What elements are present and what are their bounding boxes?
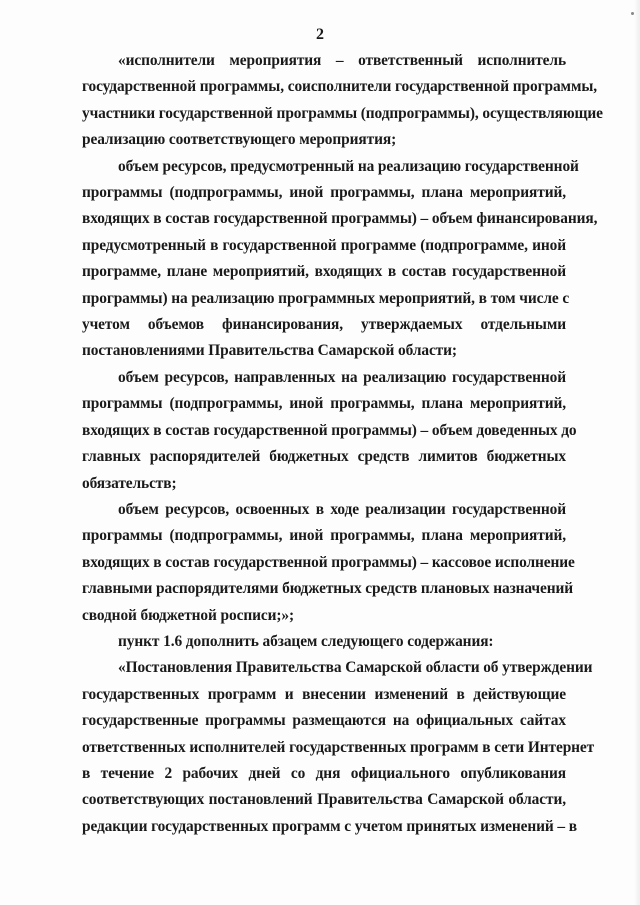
- text-line: соответствующих постановлений Правительства Самарской области,: [82, 791, 566, 809]
- text-line: программе, плане мероприятий, входящих в состав государственной: [82, 263, 566, 281]
- text-line: входящих в состав государственной программы) – объем финансирования,: [82, 210, 598, 228]
- text-line: учетом объемов финансирования, утверждаемых отдельными: [82, 316, 566, 334]
- paragraph-resources-directed: [82, 365, 577, 497]
- text-line: реализацию соответствующего мероприятия;: [82, 131, 397, 149]
- text-line: «исполнители мероприятия – ответственный исполнитель: [118, 52, 566, 69]
- text-line: главных распорядителей бюджетных средств лимитов бюджетных: [82, 448, 566, 466]
- text-line: сводной бюджетной росписи;»;: [82, 606, 295, 624]
- paragraph-publication: [82, 655, 595, 840]
- text-line: объем ресурсов, предусмотренный на реализацию государственной: [118, 157, 579, 175]
- scan-edge-shadow: [634, 0, 640, 905]
- paragraph-resources-planned: [82, 154, 598, 365]
- page-number: 2: [316, 26, 324, 43]
- text-line: редакции государственных программ с учетом принятых изменений – в: [82, 817, 577, 835]
- text-line: участники государственной программы (подпрограммы), осуществляющие: [82, 104, 603, 122]
- text-line: обязательств;: [82, 474, 177, 492]
- text-line: государственной программы, соисполнители государственной программы,: [82, 78, 597, 96]
- document-body: [82, 48, 603, 840]
- paragraph-amendment-clause: [82, 629, 566, 655]
- text-line: входящих в состав государственной программы) – кассовое исполнение: [82, 553, 575, 571]
- paragraph-executors: [82, 48, 603, 154]
- text-line: объем ресурсов, освоенных в ходе реализации государственной: [118, 500, 566, 518]
- text-line: программы (подпрограммы, иной программы, плана мероприятий,: [82, 527, 566, 545]
- text-line: постановлениями Правительства Самарской области;: [82, 342, 457, 360]
- text-line: программы) на реализацию программных мероприятий, в том числе с: [82, 289, 570, 307]
- text-line: в течение 2 рабочих дней со дня официального опубликования: [82, 764, 566, 782]
- text-line: ответственных исполнителей государственных программ в сети Интернет: [82, 738, 595, 756]
- text-line: объем ресурсов, направленных на реализацию государственной: [118, 368, 566, 386]
- text-line: программы (подпрограммы, иной программы, плана мероприятий,: [82, 184, 566, 202]
- text-line: государственные программы размещаются на официальных сайтах: [82, 712, 566, 730]
- text-line: программы (подпрограммы, иной программы, плана мероприятий,: [82, 395, 566, 413]
- paragraph-resources-spent: [82, 497, 575, 629]
- text-line: «Постановления Правительства Самарской области об утверждении: [118, 659, 593, 677]
- text-line: предусмотренный в государственной программе (подпрограмме, иной: [82, 236, 566, 254]
- scan-artifact: [631, 12, 634, 15]
- text-line: государственных программ и внесении изменений в действующие: [82, 685, 566, 703]
- text-line: главными распорядителями бюджетных средств плановых назначений: [82, 580, 574, 598]
- text-line: входящих в состав государственной программы) – объем доведенных до: [82, 421, 577, 439]
- text-line: пункт 1.6 дополнить абзацем следующего содержания:: [118, 632, 494, 650]
